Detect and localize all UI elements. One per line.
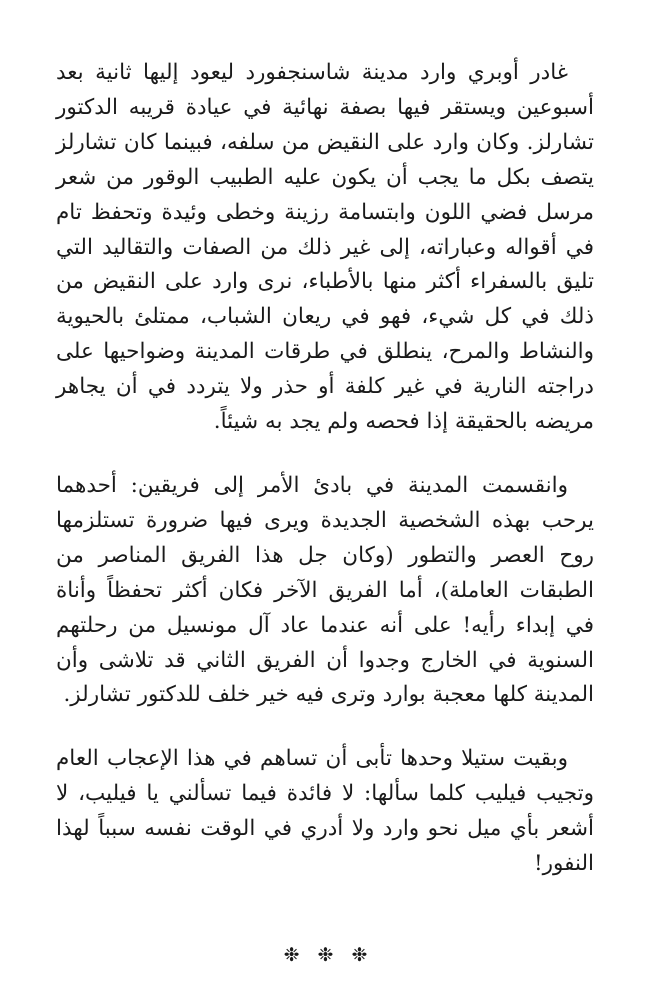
paragraph: وانقسمت المدينة في بادئ الأمر إلى فريقين: أحدهما يرحب بهذه الشخصية الجديدة ويرى فيها ضرورة تستلزمها روح العصر والتطور (وكان جل هذا الفريق المناصر من الطبقات العاملة)، أما الفريق الآخر فكان أكثر تحفظاً وأناة في إبداء رأيه! على أنه عندما عاد آل مونسيل من رحلتهم السنوية في الخارج وجدوا أن الفريق الثاني قد تلاشى وأن المدينة كلها معجبة بوارد وترى فيه خير خلف للدكتور تشارلز. xyxy=(56,472,595,708)
paragraph: وبقيت ستيلا وحدها تأبى أن تساهم في هذا الإعجاب العام وتجيب فيليب كلما سألها: لا فائدة فيما تسألني يا فيليب، لا أشعر بأي ميل نحو وارد ولا أدري في الوقت نفسه سبباً لهذا النفور! xyxy=(56,746,594,877)
page-text xyxy=(56,56,594,911)
paragraph: غادر أوبري وارد مدينة شاسنجفورد ليعود إليها ثانية بعد أسبوعين ويستقر فيها بصفة نهائية في عيادة قريبه الدكتور تشارلز. وكان وارد على النقيض من سلفه، فبينما كان تشارلز يتصف بكل ما يجب أن يكون عليه الطبيب الوقور من شعر مرسل فضي اللون وابتسامة رزينة وخطى وئيدة وتحفظ تام في أقواله وعباراته، إلى غير ذلك من الصفات والتقاليد التي تليق بالسفراء أكثر منها بالأطباء، نرى وارد على النقيض من ذلك في كل شيء، فهو في ريعان الشباب، ممتلئ بالحيوية والنشاط والمرح، ينطلق في طرقات المدينة وضواحيها على دراجته النارية في غير كلفة أو حذر ولا يتردد في أن يجاهر مريضه بالحقيقة إذا فحصه ولم يجد به شيئاً. xyxy=(56,60,594,435)
section-separator: ❉❉❉ xyxy=(283,944,386,966)
